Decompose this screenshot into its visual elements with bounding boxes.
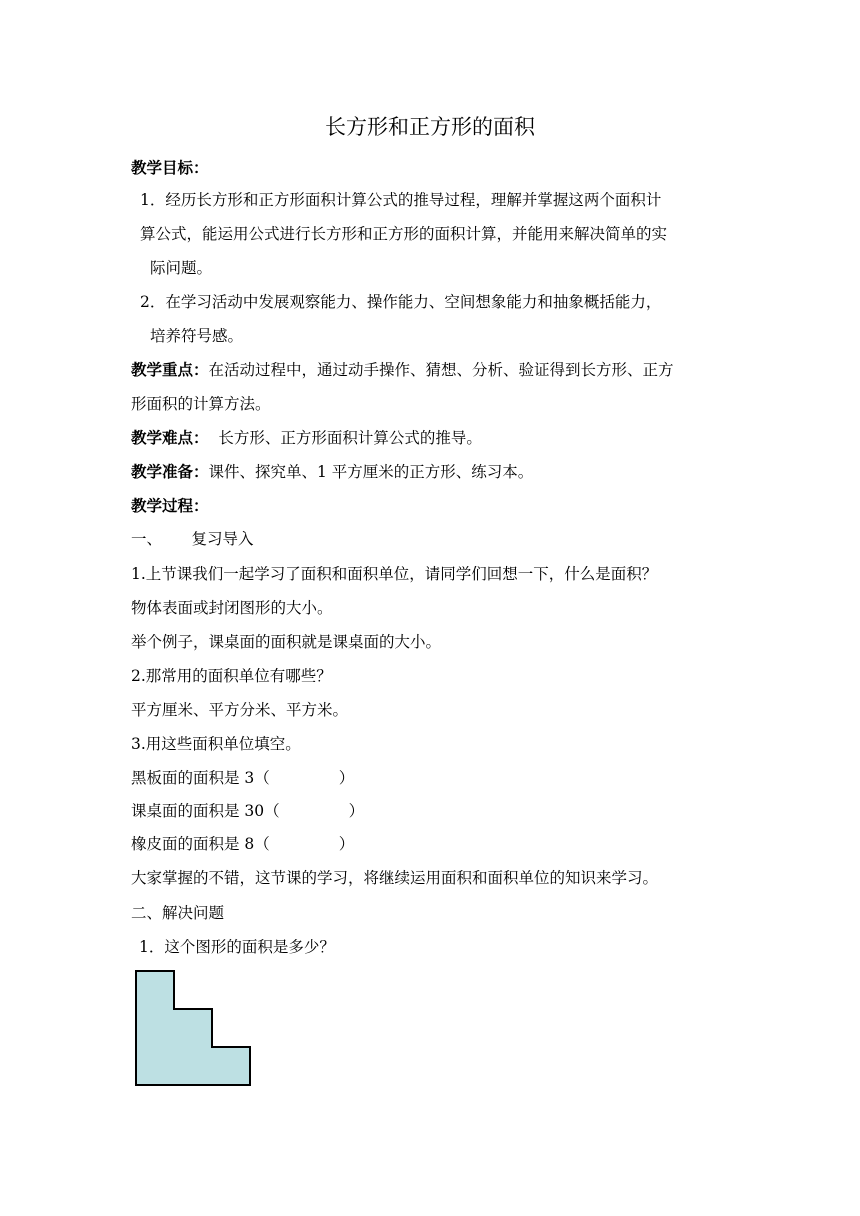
fill-blank-2: 课桌面的面积是 30（ ） — [131, 802, 365, 820]
objective-1-line-2: 算公式，能运用公式进行长方形和正方形的面积计算，并能用来解决简单的实 — [140, 225, 668, 243]
process-line-6: 3.用这些面积单位填空。 — [131, 735, 301, 753]
staircase-polygon — [136, 971, 250, 1085]
process-heading: 教学过程： — [131, 496, 209, 515]
preparation-text: 课件、探究单、1 平方厘米的正方形、练习本。 — [208, 463, 534, 481]
section-1-heading: 一、 复习导入 — [131, 530, 254, 548]
process-line-4: 2.那常用的面积单位有哪些？ — [131, 667, 332, 685]
objective-2-line-1: 2．在学习活动中发展观察能力、操作能力、空间想象能力和抽象概括能力， — [140, 293, 662, 311]
process-line-10: 大家掌握的不错，这节课的学习，将继续运用面积和面积单位的知识来学习。 — [131, 869, 659, 887]
objective-2-line-2: 培养符号感。 — [150, 327, 244, 345]
process-line-5: 平方厘米、平方分米、平方米。 — [131, 701, 349, 719]
difficulties-text: 长方形、正方形面积计算公式的推导。 — [208, 429, 482, 447]
question-1: 1．这个图形的面积是多少？ — [139, 938, 335, 956]
key-points-line-2: 形面积的计算方法。 — [131, 395, 271, 413]
section-2-heading: 二、解决问题 — [131, 904, 225, 922]
key-points-text-1: 在活动过程中，通过动手操作、猜想、分析、验证得到长方形、正方 — [208, 361, 674, 379]
objective-1-line-3: 际问题。 — [150, 259, 213, 277]
preparation-label: 教学准备： — [131, 462, 209, 481]
fill-blank-1: 黑板面的面积是 3（ ） — [131, 769, 355, 787]
objectives-heading: 教学目标： — [131, 158, 209, 177]
process-line-3: 举个例子，课桌面的面积就是课桌面的大小。 — [131, 633, 442, 651]
preparation-line — [131, 460, 533, 484]
page-title: 长方形和正方形的面积 — [325, 115, 535, 139]
process-line-2: 物体表面或封闭图形的大小。 — [131, 599, 333, 617]
key-points-line-1 — [131, 358, 674, 382]
fill-blank-3: 橡皮面的面积是 8（ ） — [131, 835, 355, 853]
staircase-figure — [134, 968, 256, 1090]
objective-1-line-1: 1．经历长方形和正方形面积计算公式的推导过程，理解并掌握这两个面积计 — [140, 191, 662, 209]
difficulties-label: 教学难点： — [131, 428, 209, 447]
key-points-label: 教学重点： — [131, 360, 209, 379]
difficulties-line — [131, 426, 482, 450]
process-line-1: 1.上节课我们一起学习了面积和面积单位，请同学们回想一下，什么是面积？ — [131, 565, 658, 583]
